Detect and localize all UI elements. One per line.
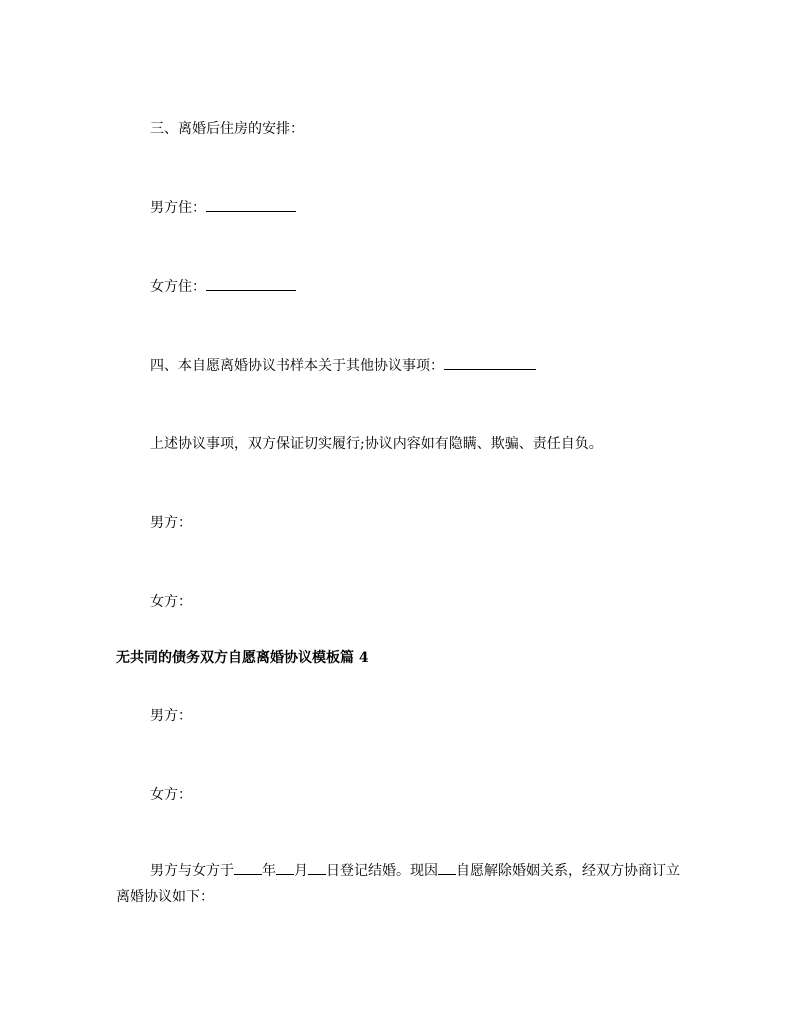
male-residence-blank bbox=[206, 197, 296, 212]
female-residence-line: 女方住： bbox=[150, 276, 296, 297]
male-signature-line: 男方： bbox=[150, 515, 192, 531]
year-blank bbox=[234, 860, 262, 875]
section-4-heading: 无共同的债务双方自愿离婚协议模板篇 4 bbox=[116, 650, 369, 666]
section-4-male-line: 男方： bbox=[150, 708, 192, 724]
female-residence-blank bbox=[206, 276, 296, 291]
month-blank bbox=[276, 860, 294, 875]
other-matters-line: 四、本自愿离婚协议书样本关于其他协议事项： bbox=[150, 355, 536, 376]
section-4-female-line: 女方： bbox=[150, 787, 192, 803]
marriage-paragraph: 男方与女方于 年 月 日登记结婚。现因 自愿解除婚姻关系，经双方协商订立离婚协议如下： bbox=[116, 858, 684, 910]
male-residence-line: 男方住： bbox=[150, 197, 296, 218]
female-signature-line: 女方： bbox=[150, 594, 192, 610]
day-blank bbox=[308, 860, 326, 875]
reason-blank bbox=[438, 860, 456, 875]
other-matters-blank bbox=[444, 355, 536, 370]
housing-section-title: 三、离婚后住房的安排： bbox=[150, 121, 304, 137]
guarantee-statement: 上述协议事项，双方保证切实履行;协议内容如有隐瞒、欺骗、责任自负。 bbox=[150, 436, 603, 452]
